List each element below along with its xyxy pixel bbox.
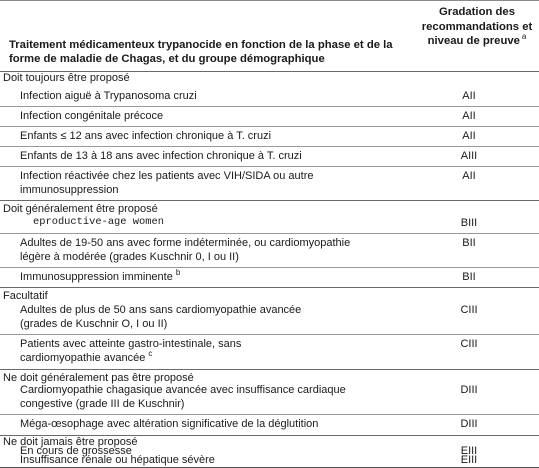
row-footnote: c xyxy=(148,348,153,358)
group-label: Doit toujours être proposé xyxy=(3,72,130,84)
row-text: Insuffisance rénale ou hépatique sévère xyxy=(20,454,215,466)
group-label: Ne doit jamais être proposé xyxy=(3,436,138,448)
table-row xyxy=(0,456,539,468)
row-grade: AII xyxy=(462,170,476,182)
row-text xyxy=(20,268,420,285)
row-text: Adultes de 19-50 ans avec forme indéterminée, ou cardiomyopathie légère à modérée (grades Kuschnir 0, I ou II) xyxy=(20,237,351,263)
row-text-main: Immunosuppression imminente xyxy=(20,271,173,283)
row-footnote: b xyxy=(175,268,181,278)
row-grade: AII xyxy=(462,130,476,142)
row-grade: EIII xyxy=(460,445,478,457)
table-row xyxy=(0,107,539,127)
row-grade: CIII xyxy=(460,338,478,350)
row-grade: BIII xyxy=(460,217,478,229)
row-grade: AII xyxy=(462,110,476,122)
row-grade: AIII xyxy=(460,150,478,162)
row-grade: BII xyxy=(462,271,476,283)
header-grade-footnote: a xyxy=(521,32,527,42)
table-row xyxy=(0,214,539,234)
row-grade: BII xyxy=(462,237,476,249)
row-text: Infection réactivée chez les patients avec VIH/SIDA ou autre immunosuppression xyxy=(20,170,314,196)
table-row xyxy=(0,234,539,268)
group-label: Facultatif xyxy=(3,290,48,302)
table-row xyxy=(0,381,539,415)
table-row xyxy=(0,87,539,107)
row-text: Méga-œsophage avec altération significative de la déglutition xyxy=(20,418,319,430)
table-row xyxy=(0,415,539,436)
table-row xyxy=(0,127,539,147)
row-text: eproductive-age women xyxy=(33,216,164,228)
header-grade-column xyxy=(418,5,536,49)
table-row xyxy=(0,147,539,167)
table-header xyxy=(0,0,539,72)
row-grade: EIII xyxy=(460,454,478,466)
row-grade: DIII xyxy=(460,418,478,430)
row-text xyxy=(20,338,250,365)
table-row xyxy=(0,167,539,201)
group-label: Doit généralement être proposé xyxy=(3,203,158,215)
row-text: Cardiomyopathie chagasique avancée avec insuffisance cardiaque congestive (grade III de Kuschnir) xyxy=(20,384,346,410)
row-grade: CIII xyxy=(460,304,478,316)
row-text: Infection congénitale précoce xyxy=(20,110,164,122)
row-text: Adultes de plus de 50 ans sans cardiomyopathie avancée (grades de Kuschnir O, I ou II) xyxy=(20,304,302,330)
table-row xyxy=(0,335,539,370)
row-text: Enfants de 13 à 18 ans avec infection chronique à T. cruzi xyxy=(20,150,302,162)
row-text: Enfants ≤ 12 ans avec infection chronique à T. cruzi xyxy=(20,130,272,142)
row-text-main: Patients avec atteinte gastro-intestinale, sans cardiomyopathie avancée xyxy=(20,338,242,364)
row-grade: DIII xyxy=(460,384,478,396)
table-row xyxy=(0,268,539,288)
header-treatment-column: Traitement médicamenteux trypanocide en fonction de la phase et de la forme de maladie de Chagas, et du groupe démographique xyxy=(9,39,393,65)
header-grade-label: Gradation des recommandations et niveau de preuve xyxy=(421,6,533,47)
group-label: Ne doit généralement pas être proposé xyxy=(3,372,194,384)
table-row xyxy=(0,301,539,335)
row-text: Infection aiguë à Trypanosoma cruzi xyxy=(20,90,197,102)
row-text: En cours de grossesse xyxy=(20,445,132,457)
row-grade: AII xyxy=(462,90,476,102)
